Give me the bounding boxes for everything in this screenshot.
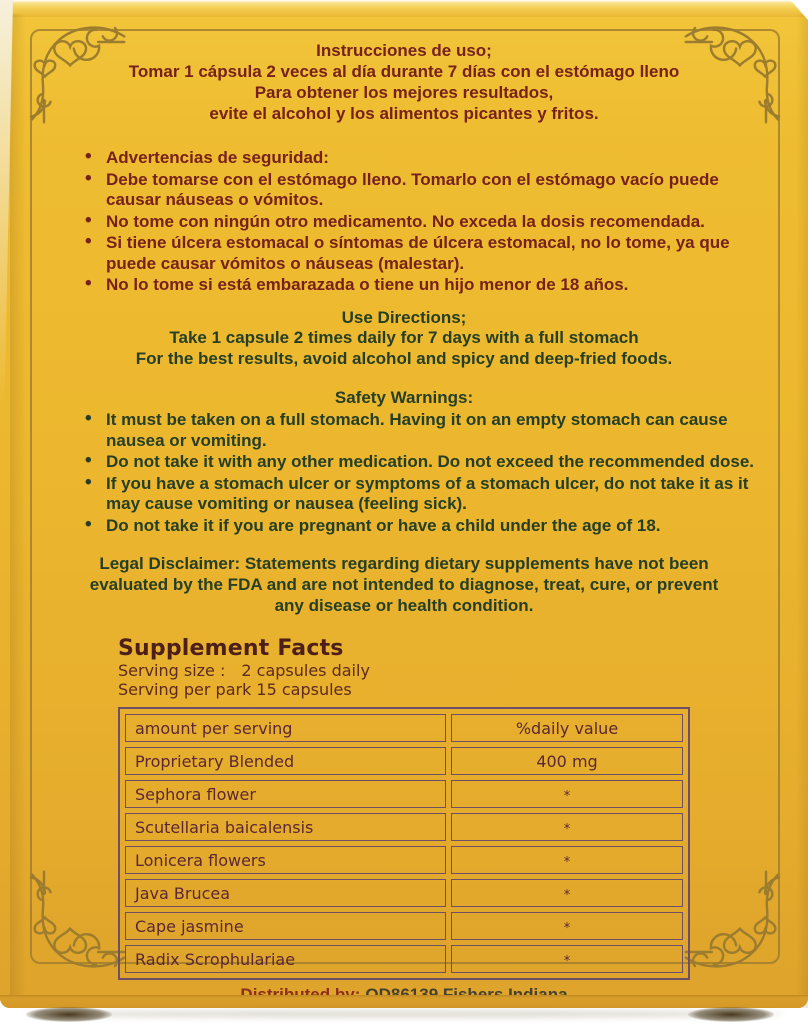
table-row bbox=[125, 813, 683, 841]
table-row bbox=[125, 846, 683, 874]
instructions-es-line: Tomar 1 cápsula 2 veces al día durante 7 días con el estómago lleno bbox=[128, 62, 680, 81]
warnings-es-item: • Debe tomarse con el estómago lleno. Tomarlo con el estómago vacío puede causar náuseas o vómitos. bbox=[84, 170, 754, 211]
table-row bbox=[125, 945, 683, 973]
ingredient-amount: * bbox=[451, 846, 683, 874]
serving-size-line bbox=[118, 661, 808, 680]
ingredient-amount: * bbox=[451, 879, 683, 907]
ingredient-amount: * bbox=[451, 813, 683, 841]
instructions-es-line: Para obtener los mejores resultados, bbox=[254, 83, 554, 102]
serving-size-label: Serving size : bbox=[118, 661, 226, 680]
warnings-en-item: • Do not take it if you are pregnant or have a child under the age of 18. bbox=[84, 516, 760, 537]
ingredient-name: Java Brucea bbox=[125, 879, 446, 907]
legal-disclaimer: Legal Disclaimer: Statements regarding dietary supplements have not been evaluated by the FDA and are not intended to diagnose, treat, cure, or prevent any disease or health condition. bbox=[89, 554, 719, 615]
ingredient-amount: * bbox=[451, 780, 683, 808]
serving-per-line: Serving per park 15 capsules bbox=[118, 680, 352, 699]
header-daily-value: %daily value bbox=[451, 714, 683, 742]
box-bottom-flap bbox=[0, 995, 808, 1008]
instructions-es-title: Instrucciones de uso; bbox=[316, 41, 492, 60]
box-shadow bbox=[24, 1010, 784, 1018]
table-row bbox=[125, 780, 683, 808]
ingredient-amount: * bbox=[451, 912, 683, 940]
ingredient-name: Scutellaria baicalensis bbox=[125, 813, 446, 841]
warnings-en-item: • If you have a stomach ulcer or symptoms of a stomach ulcer, do not take it as it may cause vomiting or nausea (feeling sick). bbox=[84, 474, 760, 515]
warnings-es-item: • Si tiene úlcera estomacal o síntomas de úlcera estomacal, no lo tome, ya que puede causar vómitos o náuseas (malestar). bbox=[84, 233, 754, 274]
warnings-es-item: • No tome con ningún otro medicamento. No exceda la dosis recomendada. bbox=[84, 212, 754, 233]
warnings-en-item: • Do not take it with any other medication. Do not exceed the recommended dose. bbox=[84, 452, 760, 473]
box-shadow bbox=[688, 1007, 774, 1022]
table-header-row bbox=[125, 714, 683, 742]
instructions-es-section bbox=[30, 40, 778, 124]
directions-en-title: Use Directions; bbox=[341, 307, 467, 327]
warnings-en-list bbox=[84, 410, 760, 536]
table-row bbox=[125, 879, 683, 907]
supplement-facts-table bbox=[118, 707, 690, 980]
directions-en-line: For the best results, avoid alcohol and spicy and deep-fried foods. bbox=[135, 348, 673, 368]
background-surface bbox=[0, 1008, 808, 1024]
ingredient-amount: 400 mg bbox=[451, 747, 683, 775]
supplement-facts-title: Supplement Facts bbox=[118, 636, 344, 661]
warnings-es-item: • Advertencias de seguridad: bbox=[84, 148, 754, 169]
ingredient-amount: * bbox=[451, 945, 683, 973]
ingredient-name: Sephora flower bbox=[125, 780, 446, 808]
warnings-es-list bbox=[84, 148, 754, 296]
ingredient-name: Radix Scrophulariae bbox=[125, 945, 446, 973]
header-amount-per-serving: amount per serving bbox=[125, 714, 446, 742]
directions-en-section bbox=[30, 308, 778, 370]
warnings-en-item: • It must be taken on a full stomach. Having it on an empty stomach can cause nausea or vomiting. bbox=[84, 410, 760, 451]
warnings-en-title: Safety Warnings: bbox=[334, 388, 474, 407]
instructions-es-line: evite el alcohol y los alimentos picantes y fritos. bbox=[209, 104, 599, 123]
directions-en-line: Take 1 capsule 2 times daily for 7 days with a full stomach bbox=[169, 328, 639, 347]
ingredient-name: Proprietary Blended bbox=[125, 747, 446, 775]
ingredient-name: Lonicera flowers bbox=[125, 846, 446, 874]
supplement-facts-header bbox=[118, 636, 808, 699]
ingredient-name: Cape jasmine bbox=[125, 912, 446, 940]
table-row bbox=[125, 912, 683, 940]
serving-size-value: 2 capsules daily bbox=[241, 661, 370, 680]
warnings-es-item: • No lo tome si está embarazada o tiene un hijo menor de 18 años. bbox=[84, 275, 754, 296]
table-row bbox=[125, 747, 683, 775]
box-shadow bbox=[26, 1007, 112, 1022]
